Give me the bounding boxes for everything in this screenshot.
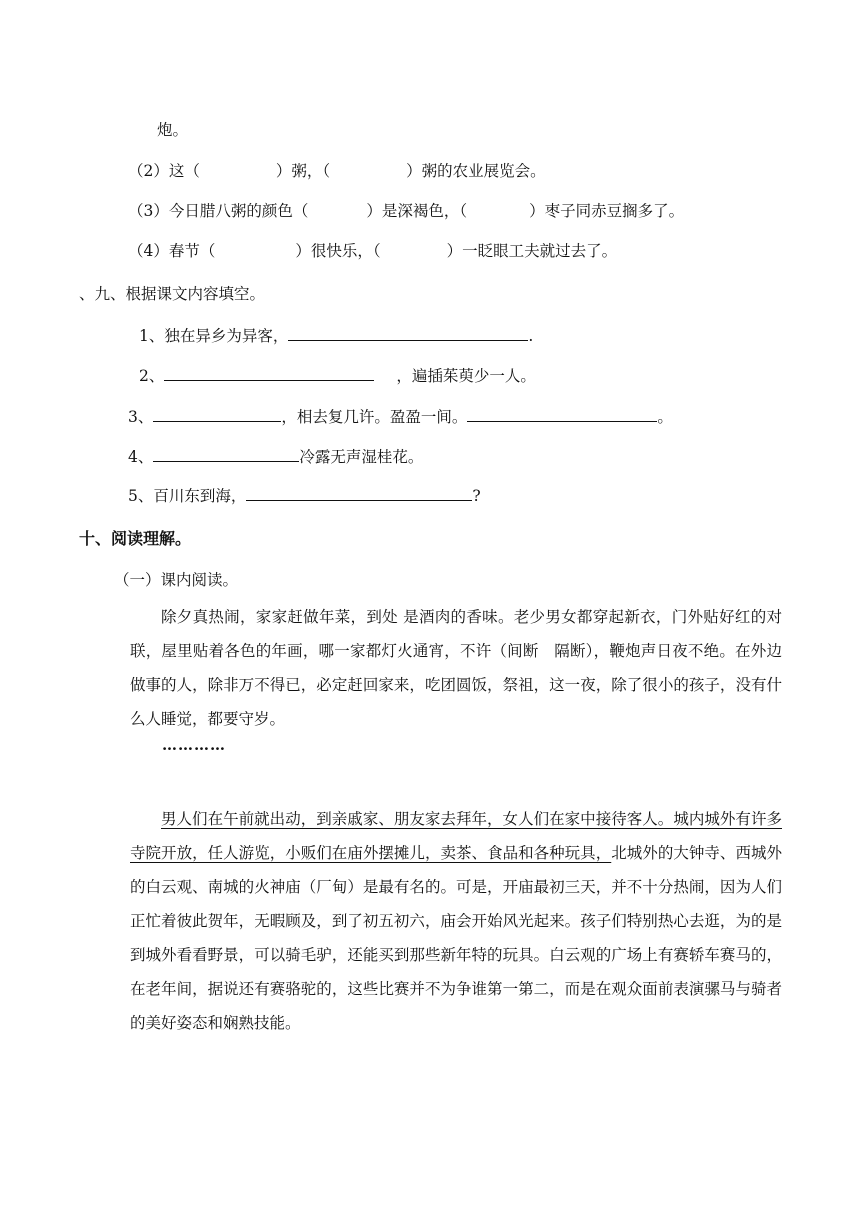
text: 3、 xyxy=(128,408,154,426)
text: ）粥的农业展览会。 xyxy=(406,162,546,180)
text: 5、百川东到海， xyxy=(128,487,247,505)
fill-blank[interactable] xyxy=(153,405,281,422)
text: ）是深褐色，（ xyxy=(366,202,468,220)
text: 北城外的大钟寺、西城外的白云观、南城的火神庙（厂甸）是最有名的。可是，开庙最初三天，并不十分热闹，因为人们正忙着彼此贺年，无暇顾及，到了初五初六，庙会开始风光起来。孩子们特别热心去逛，为的是到城外看看野景，可以骑毛驴，还能买到那些新年特的玩具。白云观的广场上有赛轿车赛马的，在老年间，据说还有赛骆驼的，这些比赛并不为争谁第一第二，而是在观众面前表演骡马与骑者的美好姿态和娴熟技能。 xyxy=(130,844,782,1032)
text: 。 xyxy=(657,408,673,426)
text: ，遍插茱萸少一人。 xyxy=(396,367,536,385)
reading-paragraph-2 xyxy=(130,802,782,1040)
fill-blank[interactable] xyxy=(467,405,657,422)
item-9-2 xyxy=(139,364,536,387)
text: ? xyxy=(472,487,481,505)
text: ，相去复几许。盈盈一间。 xyxy=(281,408,468,426)
section-10-heading xyxy=(79,528,191,550)
fill-blank[interactable] xyxy=(246,484,472,501)
fill-blank[interactable] xyxy=(164,364,374,381)
text: （4）春节（ xyxy=(128,242,216,260)
item-9-1 xyxy=(139,324,533,347)
ellipsis: ………… xyxy=(162,736,226,754)
text: ）很快乐，（ xyxy=(295,242,381,260)
text: 十、阅读理解。 xyxy=(79,529,192,548)
item-9-5 xyxy=(128,484,481,507)
text: 2、 xyxy=(139,367,165,385)
text: ）粥，（ xyxy=(275,162,331,180)
item-8-3 xyxy=(128,200,684,222)
text: ）一眨眼工夫就过去了。 xyxy=(446,242,618,260)
text: 冷露无声湿桂花。 xyxy=(299,448,424,466)
text: 、九、根据课文内容填空。 xyxy=(79,285,266,303)
text: 炮。 xyxy=(157,121,189,139)
text: ）枣子同赤豆搁多了。 xyxy=(529,202,685,220)
text: （2）这（ xyxy=(128,162,200,180)
text: 1、独在异乡为异客， xyxy=(139,327,289,345)
reading-paragraph-1: 除夕真热闹，家家赶做年菜，到处 是酒肉的香味。老少男女都穿起新衣，门外贴好红的对联，屋里贴着各色的年画，哪一家都灯火通宵，不许（间断 隔断），鞭炮声日夜不绝。在外边做事的人，除非万不得已，必定赶回家来，吃团圆饭，祭祖，这一夜，除了很小的孩子，没有什么人睡觉，都要守岁。 xyxy=(130,608,782,728)
text: 4、 xyxy=(128,448,154,466)
item-8-2 xyxy=(128,160,546,182)
text: . xyxy=(528,327,534,345)
item-9-3 xyxy=(128,405,673,428)
fill-blank[interactable] xyxy=(153,445,299,462)
item-9-4 xyxy=(128,445,423,468)
section-9-heading xyxy=(79,283,265,305)
fill-blank[interactable] xyxy=(288,324,528,341)
text: （一）课内阅读。 xyxy=(114,571,239,589)
line-pao xyxy=(157,119,188,141)
underlined-sentence: 男人们在午前就出动，到亲戚家、朋友家去拜年，女人们在家中接待客人。城内城外有许多寺院开放，任人游览，小贩们在庙外摆摊儿，卖茶、食品和各种玩具， xyxy=(130,810,782,862)
section-10-sub1 xyxy=(114,569,238,591)
item-8-4 xyxy=(128,240,617,262)
text: （3）今日腊八粥的颜色（ xyxy=(128,202,309,220)
